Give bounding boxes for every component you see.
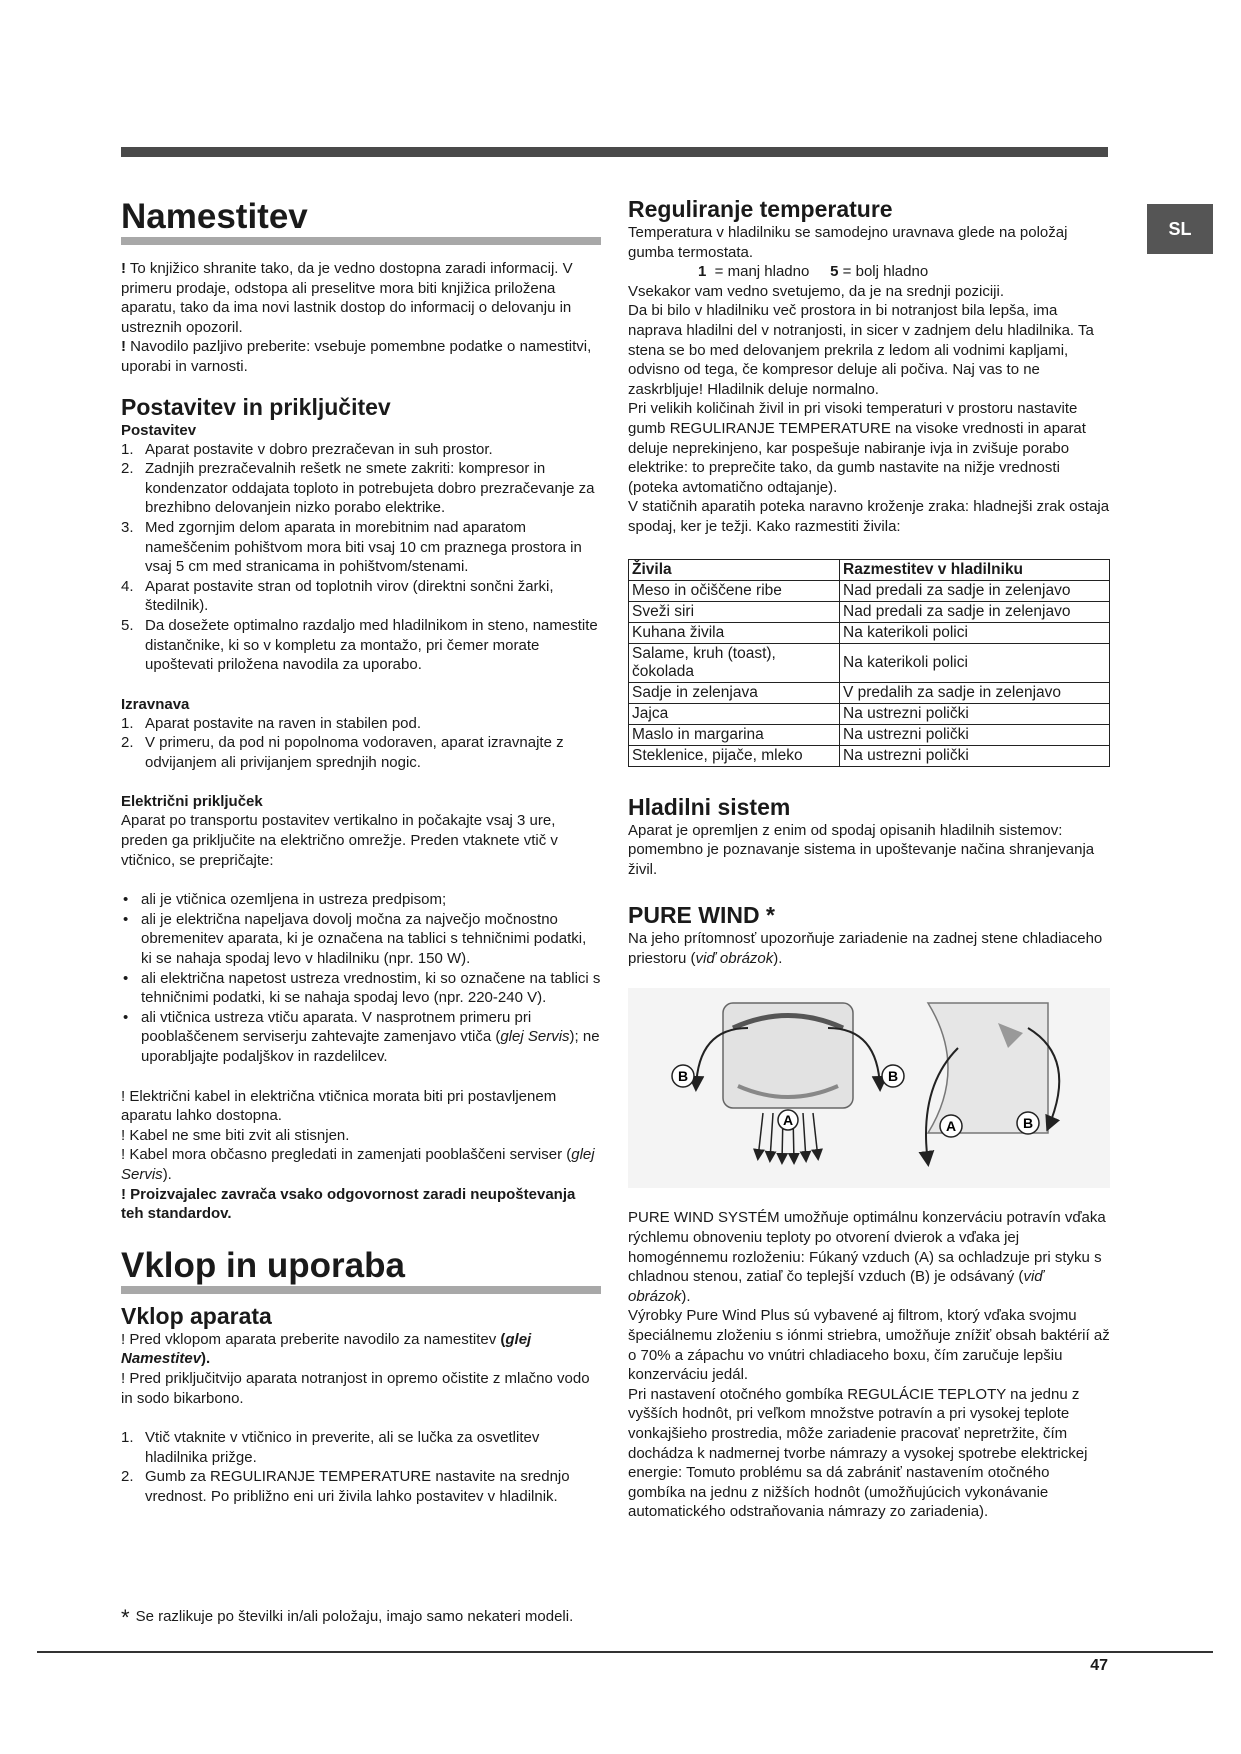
- subheading-izravnava: Izravnava: [121, 695, 190, 713]
- warning-text: ! Proizvajalec zavrača vsako odgovornost zaradi neupoštevanja teh standardov.: [121, 1185, 576, 1223]
- list-item: 2. V primeru, da pod ni popolnoma vodoraven, aparat izravnajte z odvijanjem ali privijanjem sprednjih nogic.: [121, 734, 564, 771]
- section-title-vklop-uporaba: Vklop in uporaba: [121, 1244, 601, 1294]
- postavitev-list: [121, 440, 601, 675]
- electric-intro: Aparat po transportu postavitev vertikalno in počakajte vsaj 3 ure, preden ga priključite na električno omrežje. Preden vtaknete vtič v vtičnico, se prepričajte:: [121, 812, 558, 869]
- heading-postavitev-prikljucitev: Postavitev in priključitev: [121, 393, 391, 420]
- left-column: [121, 195, 601, 1507]
- table-cell: Steklenice, pijače, mleko: [629, 745, 840, 766]
- subheading-postavitev: Postavitev: [121, 421, 197, 439]
- table-row: [629, 580, 1110, 601]
- pure-wind-paragraph: PURE WIND SYSTÉM umožňuje optimálnu konzerváciu potravín vďaka rýchlemu obnoveniu teploty po otvorení dvierok a vďaka jej homogénnemu rozloženiu: Fúkaný vzduch (A) sa ochladzuje pri styku s chladnou stenou, zatiaľ čo teplejší vzduch (B) je odsávaný (viď obrázok).: [628, 1209, 1106, 1305]
- table-row: [629, 622, 1110, 643]
- table-row: [629, 643, 1110, 682]
- list-item: 4. Aparat postavite stran od toplotnih virov (direktni sončni žarki, štedilnik).: [121, 577, 554, 615]
- table-cell: Sveži siri: [629, 601, 840, 622]
- list-item: 1. Vtič vtaknite v vtičnico in preverite, ali se lučka za osvetlitev hladilnika prižge.: [121, 1429, 540, 1466]
- intro-paragraph: ! Navodilo pazljivo preberite: vsebuje pomembne podatke o namestitvi, uporabi in varnosti.: [121, 338, 592, 375]
- table-cell: Na ustrezni polički: [840, 703, 1110, 724]
- list-item: 2. Zadnjih prezračevalnih rešetk ne smete zakriti: kompresor in kondenzator oddajata toploto in potrebujeta dobro prezračevanje za brezhibno delovanjein nizko porabo elektrike.: [121, 460, 595, 517]
- temp-paragraph: Pri velikih količinah živil in pri visoki temperaturi v prostoru nastavite gumb REGULIRANJE TEMPERATURE na visoke vrednosti in aparat deluje neprekinjeno, kar pospešuje nabiranje ivja in zvišuje porabo elektrike: to preprečite tako, da gumb nastavite na nižje vrednosti (poteka avtomatično odtajanje).: [628, 400, 1086, 496]
- footnote: * Se razlikuje po številki in/ali položaju, imajo samo nekateri modeli.: [121, 1605, 574, 1630]
- warning-text: ! Kabel ne sme biti zvit ali stisnjen.: [121, 1126, 350, 1144]
- intro-paragraph: ! To knjižico shranite tako, da je vedno dostopna zaradi informacij. V primeru prodaje, odstopa ali preselitve mora biti knjižica priložena aparatu, tako da ima novi lastnik dostop do informacij o delovanju in ustreznih opozoril.: [121, 260, 573, 336]
- table-row: [629, 703, 1110, 724]
- vklop-paragraph: ! Pred priključitvijo aparata notranjost in opremo očistite z mlačno vodo in sodo bikarbono.: [121, 1369, 590, 1407]
- temp-paragraph: Da bi bilo v hladilniku več prostora in bi notranjost bila lepša, ima naprava hladilni del v notranjosti, in sicer v zadnjem delu hladilnika. Ta stena se bo med delovanjem prekrila z ledom ali vodnimi kapljami, odvisno od tega, če kompresor deluje ali počiva. Naj vas to ne zaskrbljuje! Hladilnik deluje normalno.: [628, 302, 1094, 398]
- label-b: B: [887, 1068, 899, 1085]
- pure-wind-airflow-diagram: [628, 988, 1110, 1188]
- table-cell: Salame, kruh (toast), čokolada: [629, 643, 840, 682]
- top-rule: [121, 147, 1108, 157]
- vklop-paragraph: ! Pred vklopom aparata preberite navodilo za namestitev (glej Namestitev).: [121, 1330, 532, 1368]
- table-cell: V predalih za sadje in zelenjavo: [840, 682, 1110, 703]
- heading-reguliranje-temperature: Reguliranje temperature: [628, 196, 893, 222]
- heading-vklop-aparata: Vklop aparata: [121, 1302, 272, 1329]
- fan-unit-front: [723, 1003, 853, 1108]
- pure-wind-paragraph: Výrobky Pure Wind Plus sú vybavené aj filtrom, ktorý vďaka svojmu špeciálnemu zloženiu s iónmi striebra, umožňuje znížiť obsah baktérií až o 70% a zápachu vo vnútri chladiaceho boxu, čím zaručuje lepšiu konzerváciu jedál.: [628, 1307, 1110, 1384]
- list-item: • ali električna napetost ustreza vrednostim, ki so označene na tablici s tehničnimi podatki, ki se nahaja spodaj levo (npr. 220-240 V).: [121, 969, 601, 1008]
- list-item: 2. Gumb za REGULIRANJE TEMPERATURE nastavite na srednjo vrednost. Po približno eni uri živila lahko postavitev v hladilnik.: [121, 1468, 570, 1505]
- table-header-row: [629, 559, 1110, 580]
- vklop-list: [121, 1428, 601, 1506]
- label-a: A: [782, 1112, 794, 1129]
- page-number: 47: [1090, 1657, 1108, 1674]
- list-item: • ali je vtičnica ozemljena in ustreza predpisom;: [121, 890, 601, 910]
- temp-paragraph: Temperatura v hladilniku se samodejno uravnava glede na položaj gumba termostata.: [628, 224, 1068, 261]
- bottom-rule: [37, 1651, 1213, 1653]
- food-placement-table: [628, 559, 1110, 767]
- heading-hladilni-sistem: Hladilni sistem: [628, 793, 791, 820]
- temp-paragraph: V statičnih aparatih poteka naravno kroženje zraka: hladnejši zrak ostaja spodaj, ker je težji. Kako razmestiti živila:: [628, 498, 1110, 535]
- right-column: [628, 195, 1110, 1522]
- pure-wind-intro: Na jeho prítomnosť upozorňuje zariadenie na zadnej stene chladiaceho priestoru (viď obrázok).: [628, 930, 1103, 967]
- list-item: 5. Da dosežete optimalno razdaljo med hladilnikom in steno, namestite distančnike, ki so v kompletu za montažo, pri čemer morate upoštevati priložena navodila za uporabo.: [121, 616, 598, 674]
- table-row: [629, 682, 1110, 703]
- temp-paragraph: Vsekakor vam vedno svetujemo, da je na srednji poziciji.: [628, 282, 1005, 300]
- table-cell: Maslo in margarina: [629, 724, 840, 745]
- label-b: B: [1022, 1115, 1034, 1132]
- column-header: Razmestitev v hladilniku: [840, 559, 1110, 580]
- table-cell: Nad predali za sadje in zelenjavo: [840, 601, 1110, 622]
- label-b: B: [677, 1068, 689, 1085]
- table-cell: Nad predali za sadje in zelenjavo: [840, 580, 1110, 601]
- section-title-namestitev: Namestitev: [121, 195, 601, 245]
- electric-checklist: [121, 890, 601, 1066]
- subheading-elektricni-prikljucek: Električni priključek: [121, 793, 263, 811]
- cooling-paragraph: Aparat je opremljen z enim od spodaj opisanih hladilnih sistemov: pomembno je poznavanje sistema in upoštevanje načina shranjevanja živil.: [628, 821, 1095, 878]
- language-tab: SL: [1147, 204, 1213, 254]
- temp-scale: 1 = manj hladno 5 = bolj hladno: [698, 263, 929, 281]
- table-row: [629, 601, 1110, 622]
- table-cell: Na ustrezni polički: [840, 724, 1110, 745]
- warning-text: ! Električni kabel in električna vtičnica morata biti pri postavljenem aparatu lahko dostopna.: [121, 1087, 557, 1125]
- pure-wind-paragraph: Pri nastavení otočného gombíka REGULÁCIE TEPLOTY na jednu z vyšších hodnôt, pri veľkom množstve potravín a pri vysokej teplote vonkajšieho prostredia, môže zariadenie pracovať nepretržite, čím dochádza k nadmernej tvorbe námrazy a vysokej spotrebe elektrickej energie: Tomuto problému sa dá zabrániť nastavením otočného gombíka na jednu z nižších hodnôt (umožňujúcich vykonávanie automatického odstraňovania námrazy zo zariadenia).: [628, 1385, 1088, 1521]
- table-cell: Na katerikoli polici: [840, 643, 1110, 682]
- izravnava-list: [121, 714, 601, 773]
- label-a: A: [945, 1118, 957, 1135]
- list-item: 3. Med zgornjim delom aparata in morebitnim nad aparatom nameščenim pohištvom mora biti vsaj 10 cm praznega prostora in vsaj 5 cm med stranicama in pohištvom/stenami.: [121, 518, 582, 576]
- warning-text: ! Kabel mora občasno pregledati in zamenjati pooblaščeni serviser (glej Servis).: [121, 1146, 595, 1183]
- airflow-illustration: [628, 988, 1110, 1188]
- list-item: 1. Aparat postavite na raven in stabilen pod.: [121, 714, 422, 732]
- list-item: • ali je električna napeljava dovolj močna za največjo močnostno obremenitev aparata, ki je označena na tablici s tehničnimi podatki, ki se nahaja spodaj levo v hladilniku (npr. 150 W).: [121, 910, 601, 969]
- table-cell: Na katerikoli polici: [840, 622, 1110, 643]
- list-item: • ali vtičnica ustreza vtiču aparata. V nasprotnem primeru pri pooblaščenem serviserju zahtevajte zamenjavo vtiča (glej Servis); ne uporabljajte podaljškov in razdelilcev.: [121, 1008, 601, 1067]
- table-cell: Meso in očiščene ribe: [629, 580, 840, 601]
- table-row: [629, 745, 1110, 766]
- table-cell: Kuhana živila: [629, 622, 840, 643]
- table-cell: Na ustrezni polički: [840, 745, 1110, 766]
- table-row: [629, 724, 1110, 745]
- table-cell: Sadje in zelenjava: [629, 682, 840, 703]
- heading-pure-wind: PURE WIND *: [628, 902, 775, 929]
- column-header: Živila: [629, 559, 840, 580]
- table-cell: Jajca: [629, 703, 840, 724]
- list-item: 1. Aparat postavite v dobro prezračevan in suh prostor.: [121, 440, 493, 458]
